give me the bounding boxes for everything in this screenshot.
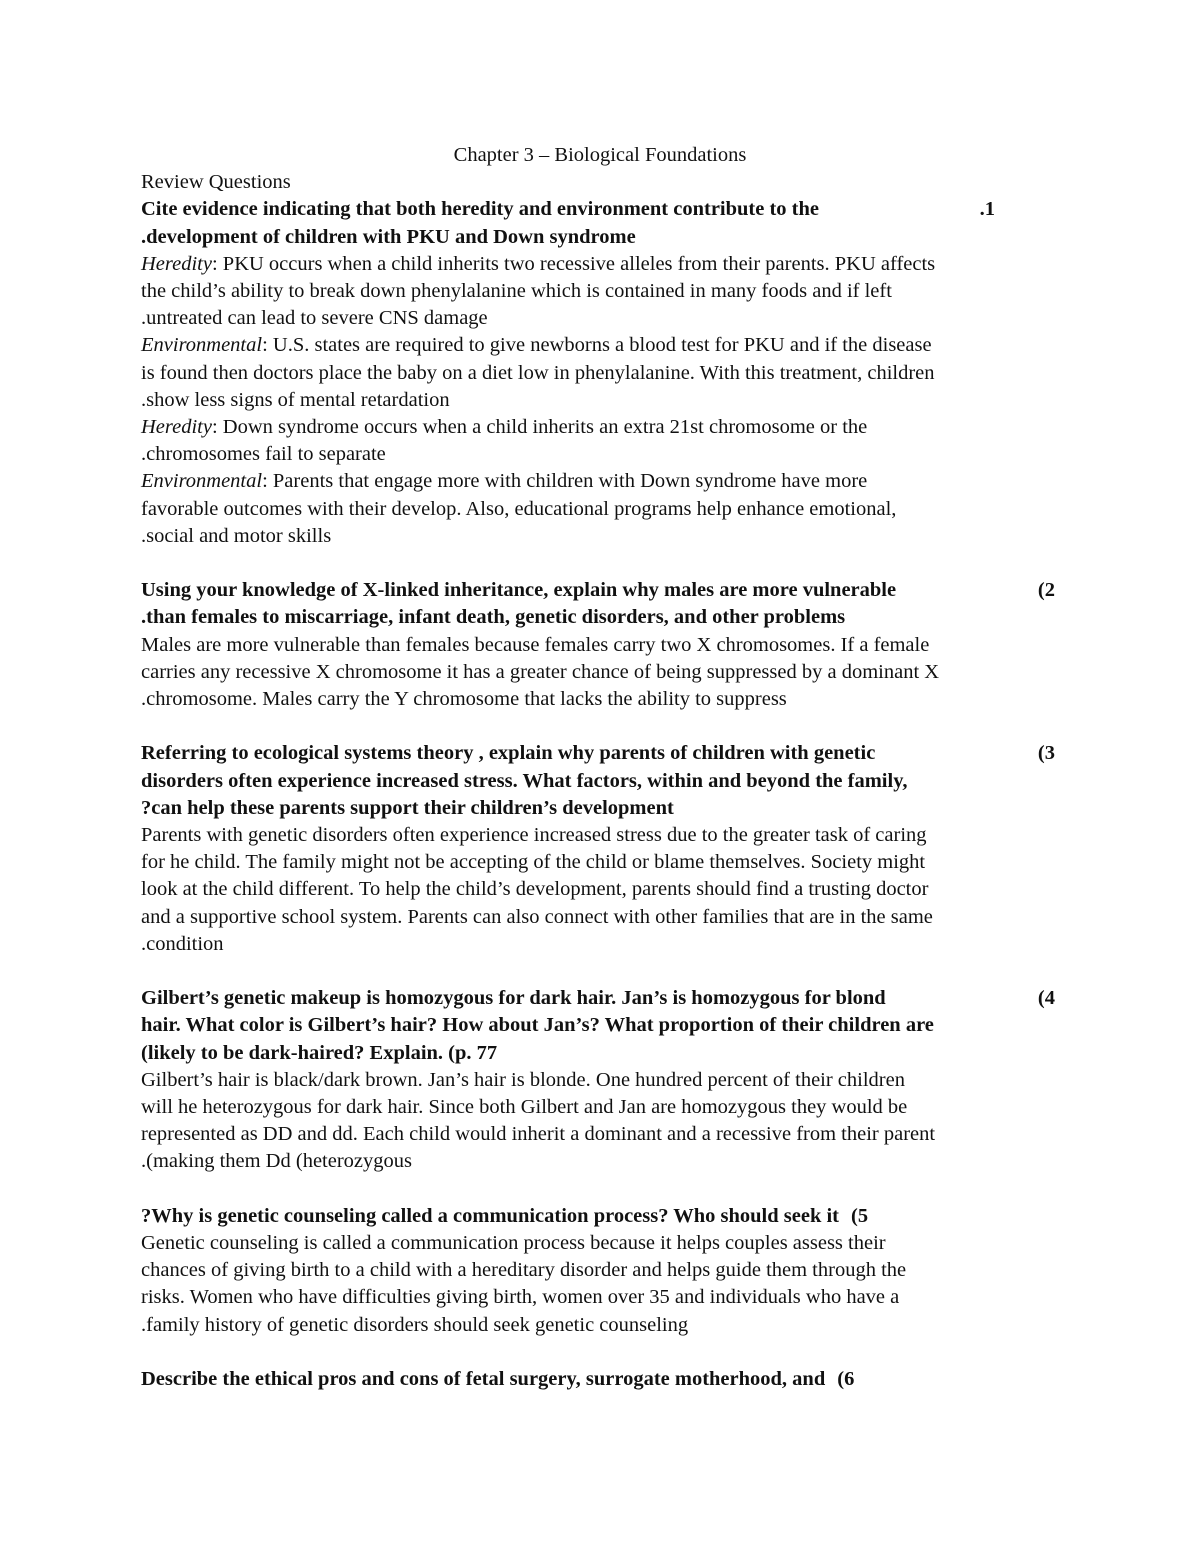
question-2 <box>141 577 1055 631</box>
answer-1-line: .untreated can lead to severe CNS damage <box>141 307 488 330</box>
answer-1-line: favorable outcomes with their develop. Also, educational programs help enhance emotional, <box>141 497 897 520</box>
question-4-text-3: (likely to be dark-haired? Explain. (p. 77 <box>141 1041 498 1064</box>
paragraph-gap <box>141 1339 1055 1366</box>
answer-2 <box>141 632 1055 714</box>
question-3-number: (3 <box>1037 742 1055 765</box>
answer-2-line: .chromosome. Males carry the Y chromosome that lacks the ability to suppress <box>141 688 787 711</box>
paragraph-gap <box>141 550 1055 577</box>
question-6-text-1: Describe the ethical pros and cons of fetal surgery, surrogate motherhood, and <box>141 1368 826 1391</box>
answer-1-text: : PKU occurs when a child inherits two recessive alleles from their parents. PKU affects <box>211 252 936 275</box>
answer-1-line: .show less signs of mental retardation <box>141 388 450 411</box>
answer-5-line: .family history of genetic disorders should seek genetic counseling <box>141 1313 689 1336</box>
paragraph-gap <box>141 713 1055 740</box>
answer-1-text: : Down syndrome occurs when a child inherits an extra 21st chromosome or the <box>211 416 868 439</box>
document-page <box>141 142 1055 1393</box>
question-3-text-2: disorders often experience increased stress. What factors, within and beyond the family, <box>141 769 908 792</box>
answer-4-line: will he heterozygous for dark hair. Since both Gilbert and Jan are homozygous they would be <box>141 1096 908 1119</box>
document-title: Chapter 3 – Biological Foundations <box>453 144 747 166</box>
question-1-text-2: .development of children with PKU and Down syndrome <box>141 225 636 248</box>
answer-4-line: .(making them Dd (heterozygous <box>141 1150 412 1173</box>
answer-1-label-heredity: Heredity <box>141 252 212 275</box>
answer-1-label-environmental: Environmental <box>141 470 263 493</box>
question-5-text-1: ?Why is genetic counseling called a communication process? Who should seek it <box>141 1204 839 1227</box>
answer-4 <box>141 1067 1055 1176</box>
answer-3-line: Parents with genetic disorders often experience increased stress due to the greater task of caring <box>141 824 927 847</box>
answer-1-line: .social and motor skills <box>141 524 332 547</box>
answer-2-line: Males are more vulnerable than females because females carry two X chromosomes. If a female <box>141 633 930 656</box>
answer-1-line <box>141 332 1055 359</box>
answer-2-line: carries any recessive X chromosome it has a greater chance of being suppressed by a dominant X <box>141 660 940 683</box>
answer-1-text: : Parents that engage more with children with Down syndrome have more <box>262 470 868 493</box>
question-6-line-1 <box>141 1366 1055 1393</box>
answer-4-line: represented as DD and dd. Each child would inherit a dominant and a recessive from their parent <box>141 1123 936 1146</box>
answer-1-line: is found then doctors place the baby on a diet low in phenylalanine. With this treatment, children <box>141 361 935 384</box>
question-3-line-1 <box>141 740 1055 767</box>
question-1-line-1 <box>141 196 1055 223</box>
question-1-number: .1 <box>979 198 995 221</box>
question-5 <box>141 1203 1055 1230</box>
question-6-number: (6 <box>837 1368 855 1391</box>
answer-1-label-environmental: Environmental <box>141 334 263 357</box>
question-3-text-3: ?can help these parents support their children’s development <box>141 796 674 819</box>
question-1-text-1: Cite evidence indicating that both heredity and environment contribute to the <box>141 198 820 221</box>
answer-3 <box>141 822 1055 958</box>
question-3 <box>141 740 1055 822</box>
question-2-line-1 <box>141 577 1055 604</box>
paragraph-gap <box>141 958 1055 985</box>
answer-3-line: look at the child different. To help the child’s development, parents should find a trusting doctor <box>141 878 929 901</box>
answer-3-line: for he child. The family might not be accepting of the child or blame themselves. Society might <box>141 851 926 874</box>
question-4-line-1 <box>141 985 1055 1012</box>
question-5-line-1 <box>141 1203 1055 1230</box>
question-2-number: (2 <box>1037 579 1055 602</box>
answer-1-line <box>141 414 1055 441</box>
answer-1-label-heredity: Heredity <box>141 416 212 439</box>
answer-1 <box>141 251 1055 550</box>
question-4-text-2: hair. What color is Gilbert’s hair? How about Jan’s? What proportion of their children are <box>141 1014 934 1037</box>
question-4-number: (4 <box>1037 987 1055 1010</box>
answer-3-line: .condition <box>141 932 224 955</box>
question-6 <box>141 1366 1055 1393</box>
answer-5-line: risks. Women who have difficulties giving birth, women over 35 and individuals who have a <box>141 1286 900 1309</box>
answer-1-line <box>141 251 1055 278</box>
question-5-number: (5 <box>851 1204 869 1227</box>
question-3-text-1: Referring to ecological systems theory , explain why parents of children with genetic <box>141 742 876 765</box>
question-2-text-2: .than females to miscarriage, infant death, genetic disorders, and other problems <box>141 606 846 629</box>
answer-1-text: : U.S. states are required to give newborns a blood test for PKU and if the disease <box>262 334 932 357</box>
answer-1-line: the child’s ability to break down phenylalanine which is contained in many foods and if left <box>141 280 892 303</box>
answer-1-line: .chromosomes fail to separate <box>141 443 386 466</box>
answer-5 <box>141 1230 1055 1339</box>
document-subtitle: Review Questions <box>141 171 291 194</box>
answer-3-line: and a supportive school system. Parents can also connect with other families that are in the same <box>141 905 933 928</box>
question-1 <box>141 196 1055 250</box>
question-4 <box>141 985 1055 1067</box>
paragraph-gap <box>141 1176 1055 1203</box>
answer-4-line: Gilbert’s hair is black/dark brown. Jan’s hair is blonde. One hundred percent of their children <box>141 1068 905 1091</box>
answer-1-line <box>141 468 1055 495</box>
question-2-text-1: Using your knowledge of X-linked inheritance, explain why males are more vulnerable <box>141 579 897 602</box>
question-4-text-1: Gilbert’s genetic makeup is homozygous for dark hair. Jan’s is homozygous for blond <box>141 987 886 1010</box>
answer-5-line: chances of giving birth to a child with a hereditary disorder and helps guide them through the <box>141 1259 907 1282</box>
answer-5-line: Genetic counseling is called a communication process because it helps couples assess their <box>141 1232 886 1255</box>
